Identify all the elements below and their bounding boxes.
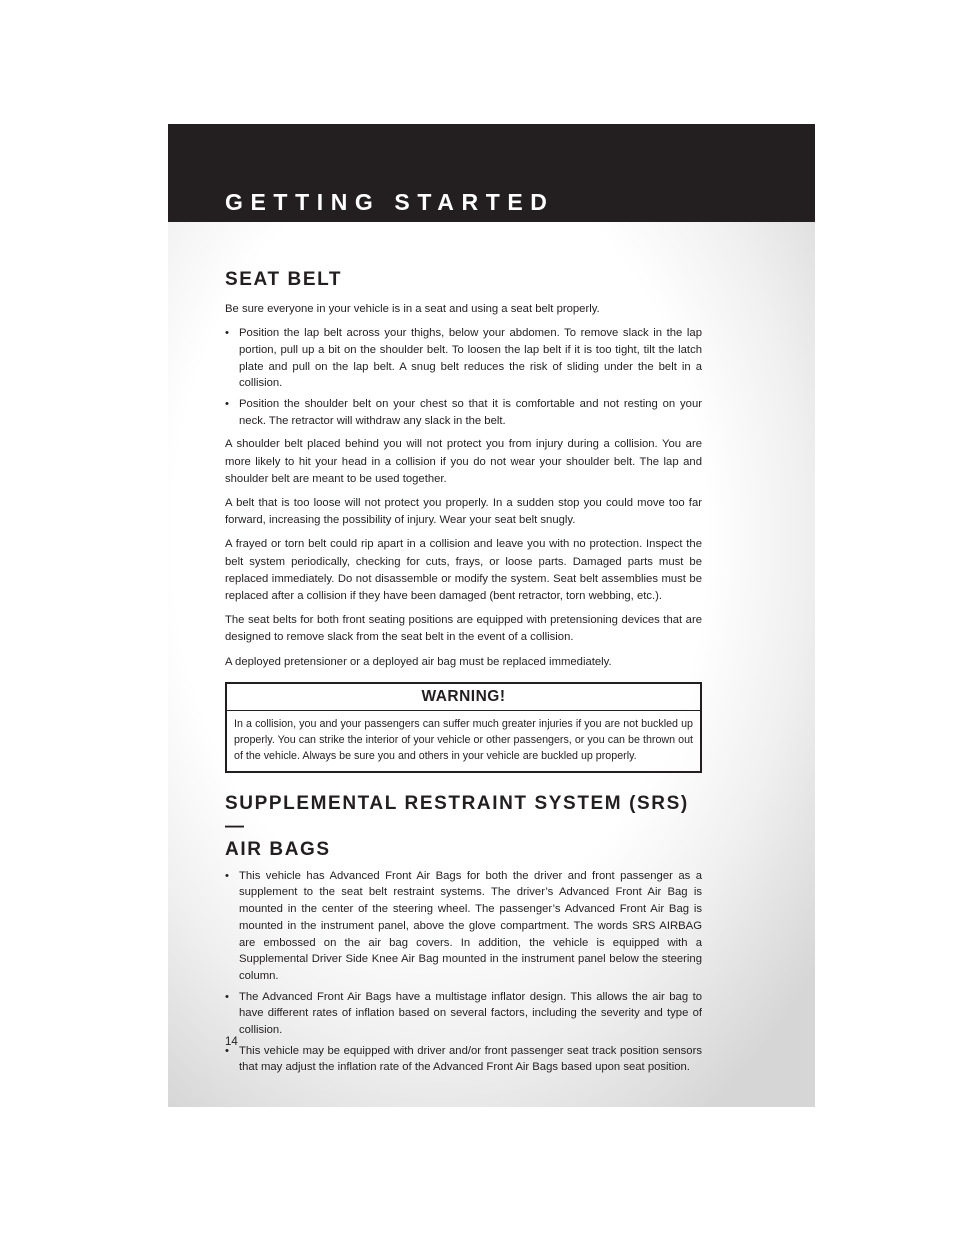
list-item <box>225 325 702 392</box>
seat-belt-heading: SEAT BELT <box>225 269 343 290</box>
bullet-icon: • <box>225 990 229 1003</box>
list-item-text: Position the shoulder belt on your chest so that it is comfortable and not resting on your neck. The retractor will withdraw any slack in the belt. <box>239 398 702 427</box>
list-item-text: This vehicle may be equipped with driver and/or front passenger seat track position sensors that may adjust the inflation rate of the Advanced Front Air Bags based upon seat position. <box>239 1044 702 1074</box>
seat-belt-intro: Be sure everyone in your vehicle is in a seat and using a seat belt properly. <box>225 303 600 315</box>
bullet-icon: • <box>225 327 229 340</box>
list-item-text: Position the lap belt across your thighs, below your abdomen. To remove slack in the lap portion, pull up a bit on the shoulder belt. To loosen the lap belt if it is too tight, tilt the latch plate and pull on the lap belt. A snug belt reduces the risk of sliding under the belt in a collision. <box>239 327 702 390</box>
list-item-text: The Advanced Front Air Bags have a multistage inflator design. This allows the air bag to have different rates of inflation based on several factors, including the severity and type of collision. <box>239 990 702 1037</box>
srs-heading-line-2: AIR BAGS <box>225 838 331 860</box>
body-paragraph: A deployed pretensioner or a deployed air bag must be replaced immediately. <box>225 655 612 668</box>
list-item <box>225 396 702 429</box>
list-item-text: This vehicle has Advanced Front Air Bags for both the driver and front passenger as a supplement to the seat belt restraint systems. The driver’s Advanced Front Air Bag is mounted in the center of the steering wheel. The passenger’s Advanced Front Air Bag is mounted in the instrument panel, above the glove compartment. The words SRS AIRBAG are embossed on the air bag covers. In addition, the vehicle is equipped with a Supplemental Driver Side Knee Air Bag mounted in the instrument panel below the steering column. <box>239 869 702 982</box>
seat-belt-bullet-list <box>225 325 702 429</box>
body-paragraph: A belt that is too loose will not protect you properly. In a sudden stop you could move too far forward, increasing the possibility of injury. Wear your seat belt snugly. <box>225 497 702 527</box>
srs-bullet-list <box>225 868 702 1076</box>
bullet-icon: • <box>225 1044 229 1057</box>
list-item <box>225 1043 702 1076</box>
body-paragraph: A frayed or torn belt could rip apart in a collision and leave you with no protection. Inspect the belt system periodically, checking for cuts, frays, or loose parts. Damaged parts must be replaced immediately. Do not disassemble or modify the system. Seat belt assemblies must be replaced after a collision if they have been damaged (bent retractor, torn webbing, etc.). <box>225 538 702 603</box>
warning-box <box>225 682 702 773</box>
page-number: 14 <box>225 1036 238 1048</box>
srs-heading-line-1: SUPPLEMENTAL RESTRAINT SYSTEM (SRS) — <box>225 792 689 837</box>
manual-page <box>168 124 815 1107</box>
warning-title: WARNING! <box>227 684 700 711</box>
srs-heading <box>225 792 702 861</box>
page-content <box>225 268 702 1080</box>
bullet-icon: • <box>225 398 229 411</box>
section-title: GETTING STARTED <box>225 189 555 215</box>
bullet-icon: • <box>225 869 229 882</box>
body-paragraph: The seat belts for both front seating positions are equipped with pretensioning devices that are designed to remove slack from the seat belt in the event of a collision. <box>225 614 702 644</box>
warning-body: In a collision, you and your passengers can suffer much greater injuries if you are not buckled up properly. You can strike the interior of your vehicle or other passengers, or you can be thrown out of the vehicle. Always be sure you and others in your vehicle are buckled up properly. <box>234 717 693 763</box>
body-paragraph: A shoulder belt placed behind you will not protect you from injury during a collision. You are more likely to hit your head in a collision if you do not wear your shoulder belt. The lap and shoulder belt are meant to be used together. <box>225 438 702 485</box>
section-header-band <box>168 124 815 222</box>
list-item <box>225 989 702 1039</box>
list-item <box>225 868 702 985</box>
